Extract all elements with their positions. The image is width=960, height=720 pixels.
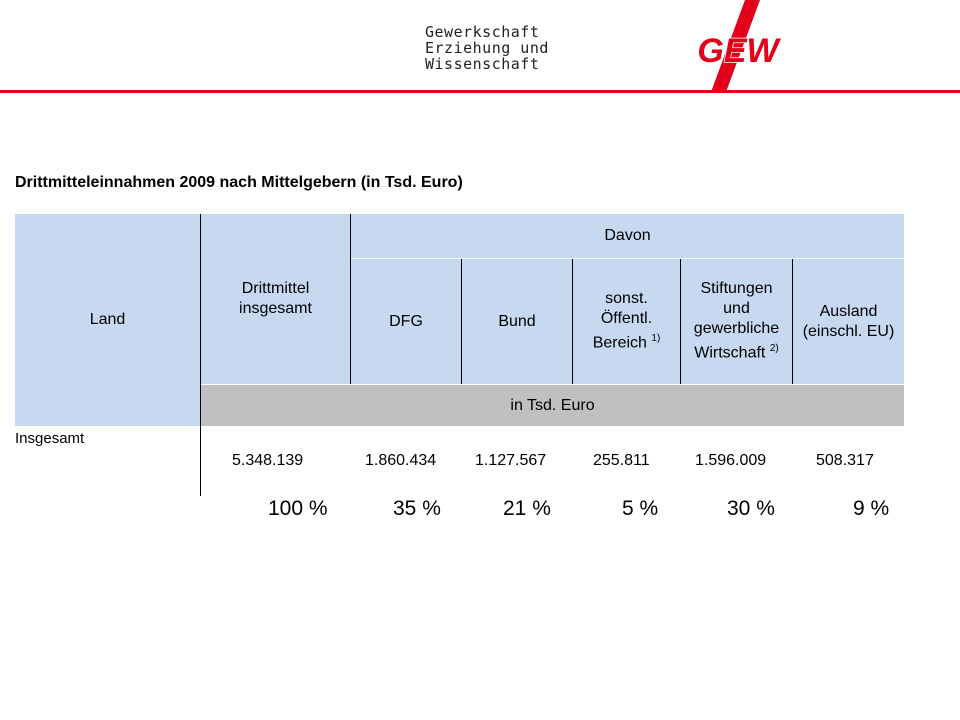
footnote-2-marker: 2) [769, 343, 779, 355]
header-divider [0, 90, 960, 93]
org-line-3: Wissenschaft [425, 55, 540, 73]
value-ausland: 508.317 [816, 452, 874, 469]
header-stift-line1: Stiftungen [700, 280, 773, 298]
header-bund-label: Bund [498, 312, 536, 330]
header-davon [351, 214, 904, 258]
unit-row-label: in Tsd. Euro [510, 396, 595, 414]
header-land-label: Land [89, 311, 126, 328]
header-drittmittel-line1: Drittmittel [241, 280, 310, 297]
header-ausland-line1: Ausland [819, 302, 878, 320]
row-label-insgesamt: Insgesamt [15, 430, 85, 447]
header-stiftungen [681, 259, 792, 384]
organization-name [425, 22, 549, 73]
value-sonst: 255.811 [593, 452, 650, 469]
gew-logo [688, 0, 788, 92]
header-davon-label: Davon [604, 227, 651, 244]
page-title: Drittmitteleinnahmen 2009 nach Mittelgebern (in Tsd. Euro) [15, 174, 463, 191]
header-sonst-line3: Bereich [592, 334, 647, 352]
header-land [15, 214, 200, 426]
value-total: 5.348.139 [232, 452, 304, 469]
header-ausland [793, 259, 904, 384]
value-dfg: 1.860.434 [365, 452, 437, 469]
header-sonst-line1: sonst. [605, 290, 648, 308]
org-line-2: Erziehung und [425, 39, 549, 57]
header-stift-line4: Wirtschaft [694, 344, 766, 362]
header-dfg [351, 259, 461, 384]
header-bund [462, 259, 572, 384]
percent-stiftungen: 30 % [727, 497, 775, 520]
percent-sonst: 5 % [622, 497, 659, 520]
column-separator [200, 214, 201, 496]
value-bund: 1.127.567 [475, 452, 547, 469]
column-separator [792, 259, 793, 384]
unit-row [201, 385, 904, 426]
percent-ausland: 9 % [853, 497, 890, 520]
column-separator [350, 214, 351, 384]
header-stift-line3: gewerbliche [693, 320, 780, 338]
column-separator [680, 259, 681, 384]
column-separator [461, 259, 462, 384]
percent-total: 100 % [268, 497, 328, 520]
percent-dfg: 35 % [393, 497, 441, 520]
header-sonst-oeffentl [573, 259, 680, 384]
percent-bund: 21 % [503, 497, 551, 520]
header-drittmittel-line2: insgesamt [239, 300, 312, 317]
org-line-1: Gewerkschaft [425, 23, 540, 41]
column-separator [572, 259, 573, 384]
footnote-1-marker: 1) [651, 333, 661, 345]
header-ausland-line2: (einschl. EU) [802, 322, 895, 340]
value-stiftungen: 1.596.009 [695, 452, 767, 469]
header-sonst-line2: Öffentl. [600, 310, 653, 328]
header-dfg-label: DFG [389, 312, 423, 330]
header-stift-line2: und [723, 300, 750, 318]
header-drittmittel [201, 214, 350, 384]
logo-text: GEW [697, 32, 779, 70]
